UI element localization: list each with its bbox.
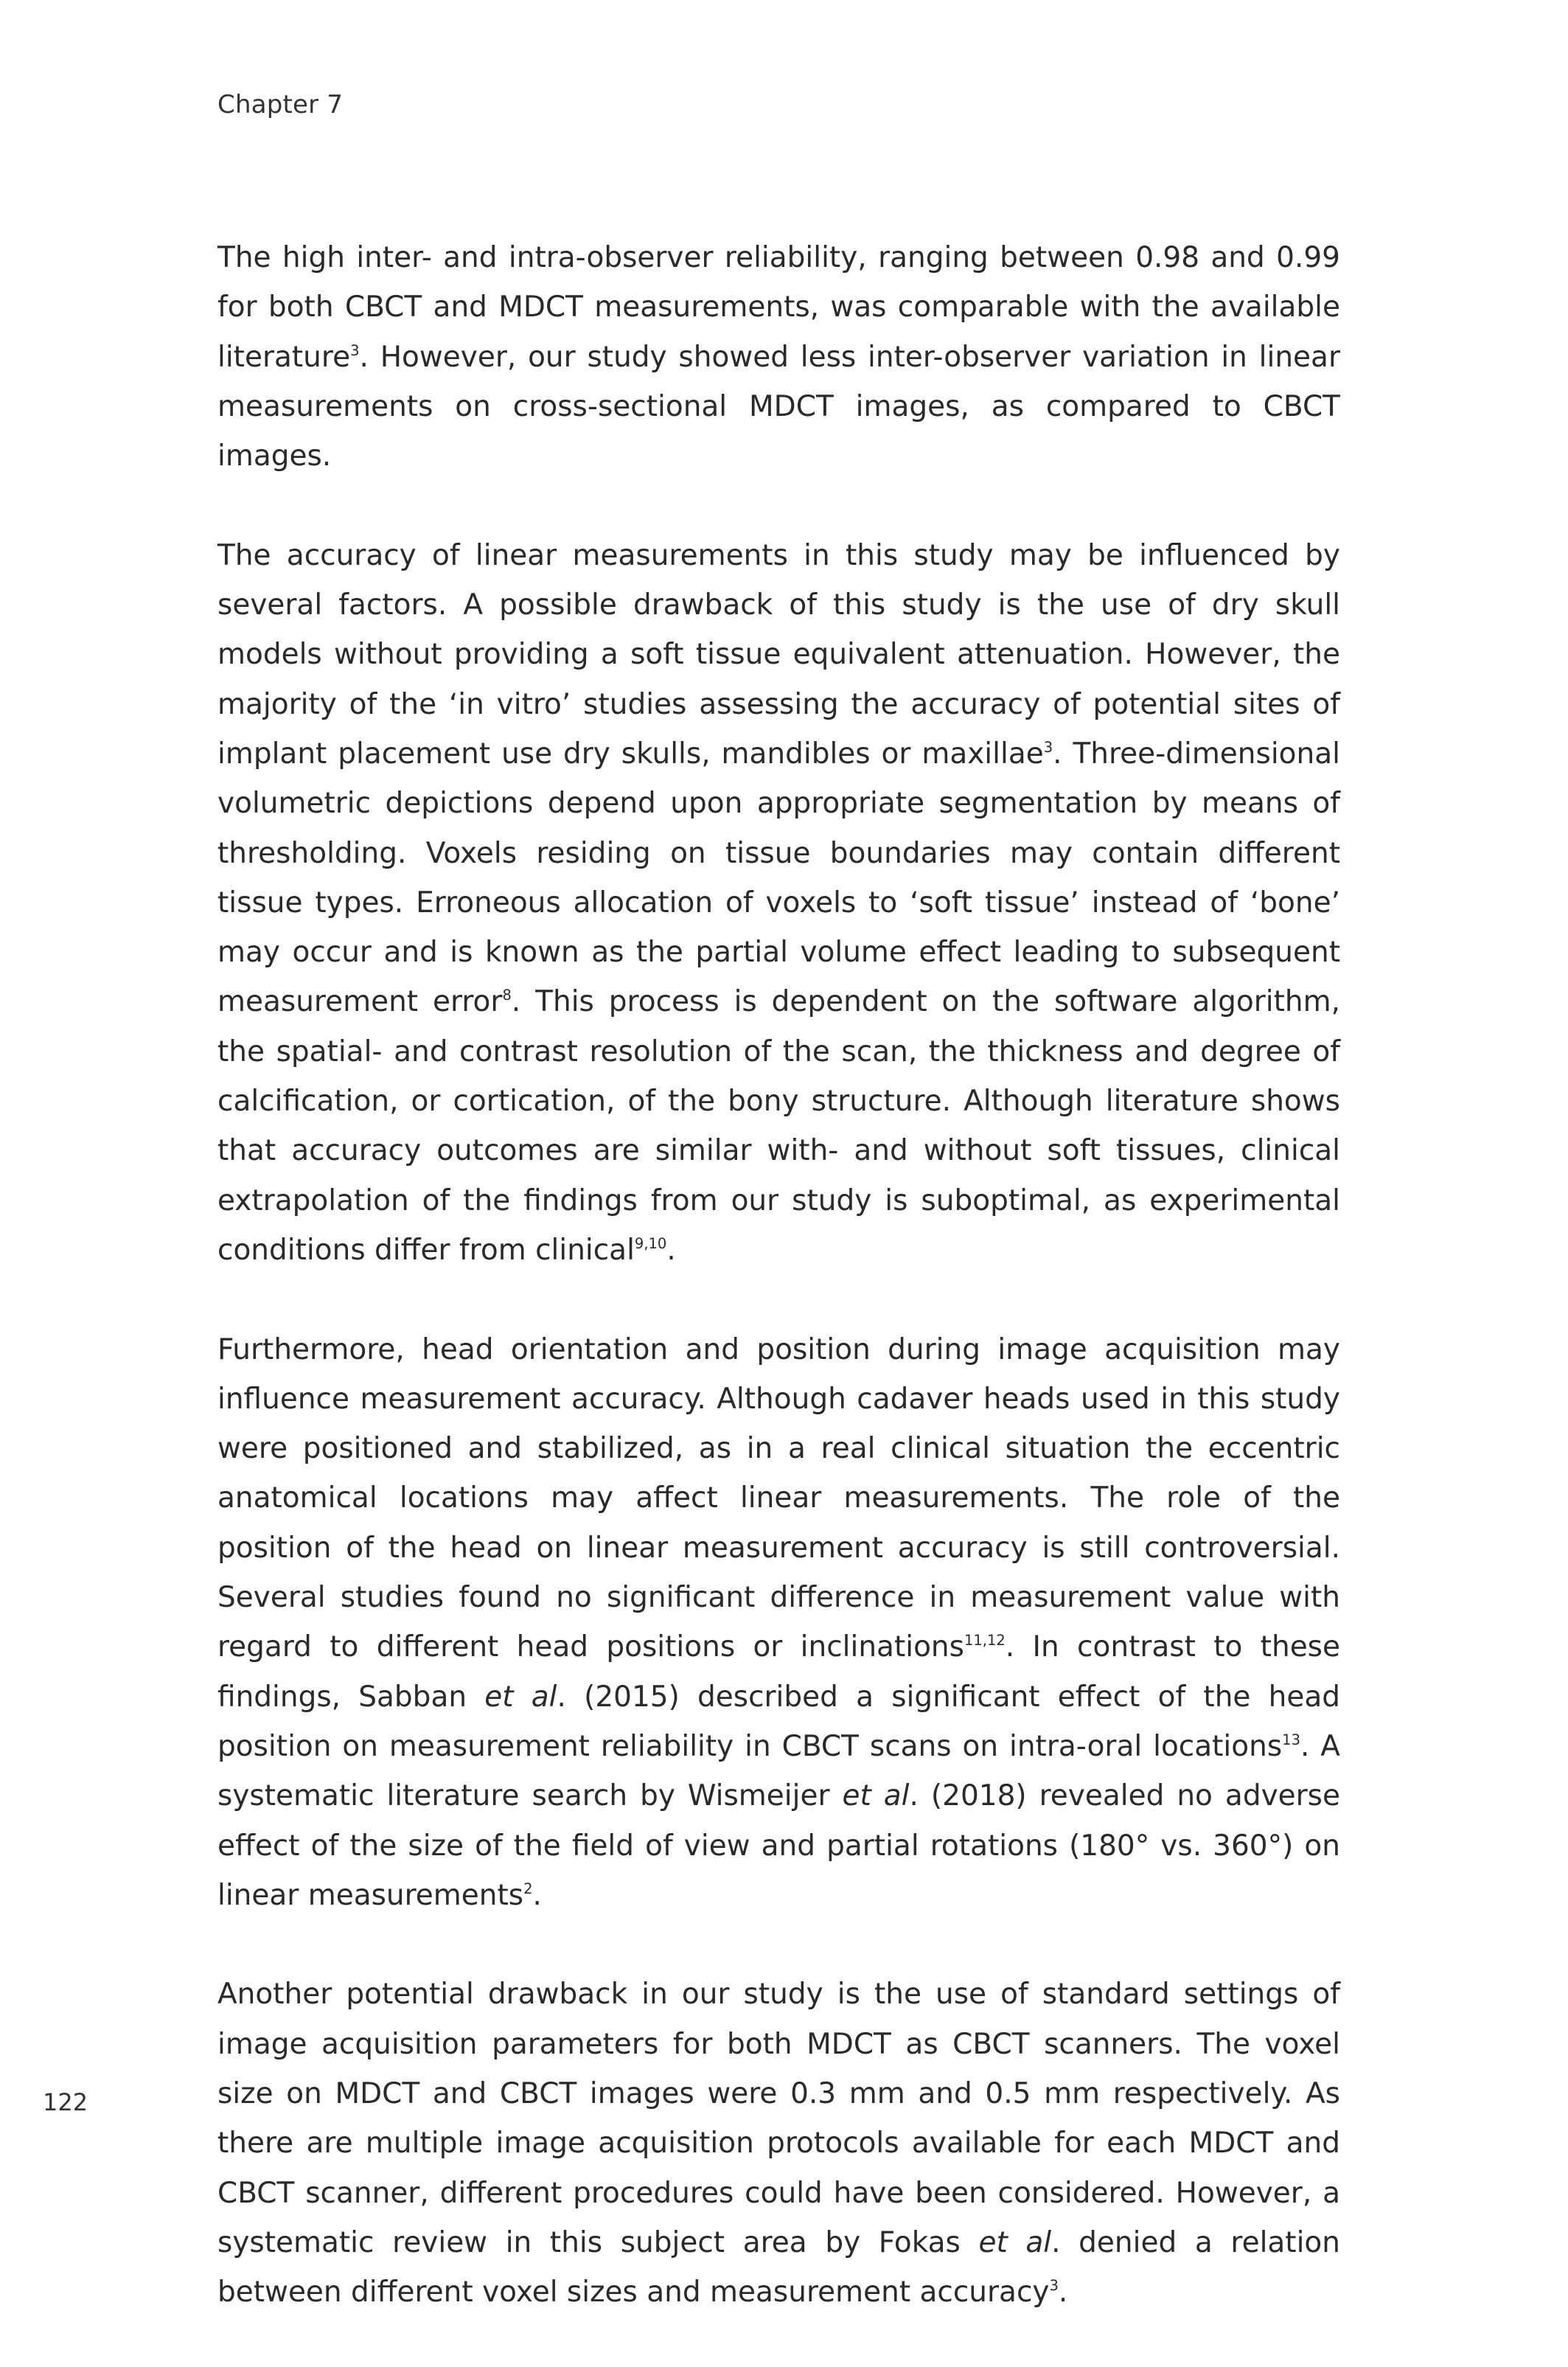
- citation-ref: 2: [523, 1880, 533, 1897]
- text-segment: . However, our study showed less inter-observer variation in linear measurements on cross-sectional MDCT images, as compared to CBCT images.: [217, 340, 1340, 473]
- paragraph-head-orientation: [217, 1325, 1340, 1921]
- text-segment: . In contrast to these findings, Sabban: [217, 1630, 1340, 1714]
- text-segment: The high inter- and intra-observer reliability, ranging between 0.98 and 0.99 for both CBCT and MDCT measurements, was comparable with the available literature: [217, 241, 1340, 374]
- citation-ref: 3: [1049, 2277, 1059, 2295]
- et-al-italic: et al: [978, 2225, 1052, 2259]
- body-text: [217, 233, 1340, 2367]
- text-segment: Furthermore, head orientation and position during image acquisition may influence measurement accuracy. Although cadaver heads used in this study were positioned and stabilized, as in a real clinical situation the eccentric anatomical locations may affect linear measurements. The role of the position of the head on linear measurement accuracy is still controversial. Several studies found no significant difference in measurement value with regard to different head positions or inclinations: [217, 1332, 1340, 1664]
- paragraph-acquisition-settings: [217, 1970, 1340, 2317]
- paragraph-accuracy-factors: [217, 531, 1340, 1275]
- running-head: Chapter 7: [217, 90, 344, 119]
- text-segment: . (2015) described a significant effect of the head position on measurement reliability in CBCT scans on intra-oral locations: [217, 1680, 1340, 1763]
- text-segment: . Three-dimensional volumetric depictions depend upon appropriate segmentation by means of thresholding. Voxels residing on tissue boundaries may contain different tissue types. Erroneous allocation of voxels to ‘soft tissue’ instead of ‘bone’ may occur and is known as the partial volume effect leading to subsequent measurement error: [217, 737, 1340, 1019]
- text-segment: . denied a relation between different voxel sizes and measurement accuracy: [217, 2225, 1341, 2309]
- text-segment: . This process is dependent on the software algorithm, the spatial- and contrast resolution of the scan, the thickness and degree of calcification, or cortication, of the bony structure. Although literature shows that accuracy outcomes are similar with- and without soft tissues, clinical extrapolation of the findings from our study is suboptimal, as experimental conditions differ from clinical: [217, 985, 1341, 1267]
- text-segment: .: [532, 1878, 542, 1912]
- text-segment: Another potential drawback in our study is the use of standard settings of image acquisition parameters for both MDCT as CBCT scanners. The voxel size on MDCT and CBCT images were 0.3 mm and 0.5 mm respectively. As there are multiple image acquisition protocols available for each MDCT and CBCT scanner, different procedures could have been considered. However, a systematic review in this subject area by Fokas: [217, 1978, 1340, 2259]
- text-segment: .: [1058, 2276, 1068, 2309]
- citation-ref: 11,12: [964, 1632, 1006, 1650]
- citation-ref: 3: [350, 341, 360, 359]
- citation-ref: 8: [502, 987, 512, 1004]
- et-al-italic: et al: [842, 1779, 910, 1813]
- citation-ref: 13: [1282, 1731, 1300, 1748]
- paragraph-reliability: [217, 233, 1340, 481]
- text-segment: . A systematic literature search by Wismeijer: [217, 1729, 1340, 1813]
- text-segment: . (2018) revealed no adverse effect of the size of the field of view and partial rotations (180° vs. 360°) on linear measurements: [217, 1779, 1340, 1912]
- text-segment: .: [666, 1233, 676, 1267]
- citation-ref: 3: [1043, 739, 1053, 756]
- page-number: 122: [43, 2088, 88, 2116]
- text-segment: The accuracy of linear measurements in this study may be influenced by several factors. A possible drawback of this study is the use of dry skull models without providing a soft tissue equivalent attenuation. However, the majority of the ‘in vitro’ studies assessing the accuracy of potential sites of implant placement use dry skulls, mandibles or maxillae: [217, 538, 1340, 771]
- et-al-italic: et al: [484, 1680, 557, 1714]
- citation-ref: 9,10: [634, 1234, 667, 1252]
